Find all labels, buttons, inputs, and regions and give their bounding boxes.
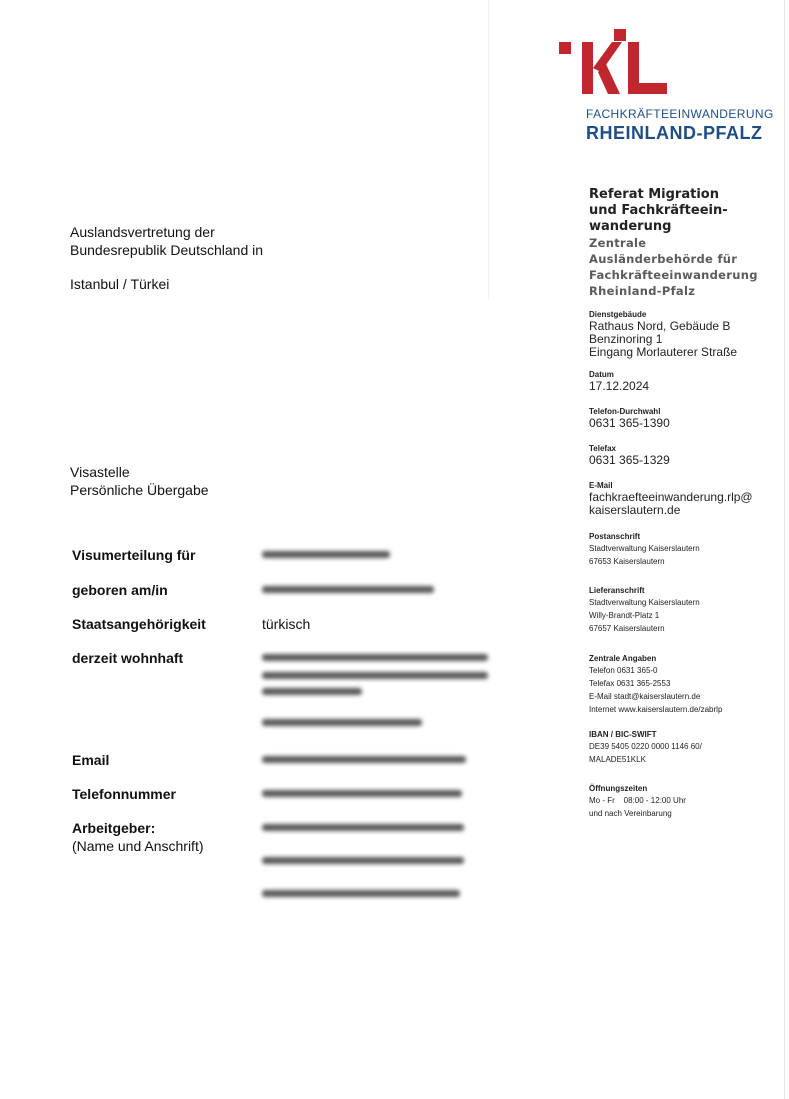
- page-fold-line: [488, 0, 489, 300]
- recipient-department: Visastelle: [70, 464, 130, 480]
- hours-label: Öffnungszeiten: [589, 784, 648, 793]
- kl-logo: [556, 24, 676, 100]
- central-line4: Internet www.kaiserslautern.de/zabrlp: [589, 705, 723, 714]
- email-value-2: kaiserslautern.de: [589, 503, 681, 517]
- central-line2: Telefax 0631 365-2553: [589, 679, 671, 688]
- postal-line2: 67653 Kaiserslautern: [589, 557, 665, 566]
- employer-sublabel: (Name und Anschrift): [72, 838, 204, 854]
- delivery-label: Lieferanschrift: [589, 586, 645, 595]
- redacted-employer-2: [262, 857, 464, 864]
- redacted-address-2: [262, 672, 488, 679]
- department-subtitle-4: Rheinland-Pfalz: [589, 284, 696, 298]
- delivery-line1: Stadtverwaltung Kaiserslautern: [589, 598, 700, 607]
- postal-label: Postanschrift: [589, 532, 641, 541]
- recipient-line1: Auslandsvertretung der: [70, 224, 215, 240]
- phone-value: 0631 365-1390: [589, 416, 670, 430]
- redacted-birth: [262, 586, 434, 593]
- email-label: E-Mail: [589, 481, 613, 490]
- redacted-name: [262, 551, 390, 558]
- building-line3: Eingang Morlauterer Straße: [589, 345, 738, 359]
- fax-label: Telefax: [589, 444, 616, 453]
- central-line1: Telefon 0631 365-0: [589, 666, 658, 675]
- email-form-label: Email: [72, 752, 110, 768]
- redacted-employer-3: [262, 890, 460, 897]
- birth-label: geboren am/in: [72, 582, 168, 598]
- recipient-delivery-note: Persönliche Übergabe: [70, 482, 209, 498]
- building-block: [589, 309, 789, 359]
- fax-block: [589, 443, 789, 467]
- building-line2: Benzinoring 1: [589, 332, 663, 346]
- department-subtitle-2: Ausländerbehörde für: [589, 252, 738, 266]
- hours-line2: und nach Vereinbarung: [589, 809, 672, 818]
- redacted-phone: [262, 790, 462, 797]
- phone-label: Telefon-Durchwahl: [589, 407, 661, 416]
- iban-block: [589, 729, 789, 766]
- postal-block: [589, 531, 789, 568]
- central-line3: E-Mail stadt@kaiserslautern.de: [589, 692, 701, 701]
- employer-label: Arbeitgeber:: [72, 820, 156, 836]
- building-line1: Rathaus Nord, Gebäude B: [589, 319, 731, 333]
- department-title-3: wanderung: [589, 219, 672, 234]
- department-title-1: Referat Migration: [589, 187, 719, 202]
- iban-label: IBAN / BIC-SWIFT: [589, 730, 657, 739]
- department-title-2: und Fachkräfteein-: [589, 203, 728, 218]
- hours-line1: Mo - Fr 08:00 - 12:00 Uhr: [589, 796, 686, 805]
- phone-form-label: Telefonnummer: [72, 786, 176, 802]
- visa-label: Visumerteilung für: [72, 547, 196, 563]
- residence-label: derzeit wohnhaft: [72, 650, 184, 666]
- iban-line1: DE39 5405 0220 0000 1146 60/: [589, 742, 702, 751]
- department-subtitle-1: Zentrale: [589, 236, 647, 250]
- recipient-line2: Bundesrepublik Deutschland in: [70, 242, 264, 258]
- recipient-city: Istanbul / Türkei: [70, 276, 170, 292]
- building-label: Dienstgebäude: [589, 310, 647, 319]
- nationality-label: Staatsangehörigkeit: [72, 616, 206, 632]
- redacted-address-1: [262, 654, 488, 661]
- iban-line2: MALADE51KLK: [589, 755, 646, 764]
- date-value: 17.12.2024: [589, 379, 650, 393]
- email-value-1: fachkraefteeinwanderung.rlp@: [589, 490, 753, 504]
- delivery-block: [589, 585, 789, 635]
- redacted-email: [262, 756, 466, 763]
- department-subtitle-3: Fachkräfteeinwanderung: [589, 268, 758, 282]
- central-label: Zentrale Angaben: [589, 654, 657, 663]
- email-block: [589, 480, 789, 517]
- nationality-value: türkisch: [262, 616, 311, 632]
- phone-block: [589, 406, 789, 430]
- date-label: Datum: [589, 370, 614, 379]
- date-block: [589, 369, 789, 393]
- delivery-line2: Willy-Brandt-Platz 1: [589, 611, 660, 620]
- department-heading: [589, 187, 758, 299]
- redacted-address-3: [262, 688, 362, 695]
- org-name-line1: FACHKRÄFTEEINWANDERUNG: [586, 107, 774, 121]
- fax-value: 0631 365-1329: [589, 453, 670, 467]
- postal-line1: Stadtverwaltung Kaiserslautern: [589, 544, 700, 553]
- hours-block: [589, 783, 789, 820]
- org-name-line2: RHEINLAND-PFALZ: [586, 123, 763, 143]
- delivery-line3: 67657 Kaiserslautern: [589, 624, 665, 633]
- central-block: [589, 653, 789, 716]
- logo-mark: [559, 29, 667, 94]
- redacted-address-4: [262, 719, 422, 726]
- redacted-employer-1: [262, 824, 464, 831]
